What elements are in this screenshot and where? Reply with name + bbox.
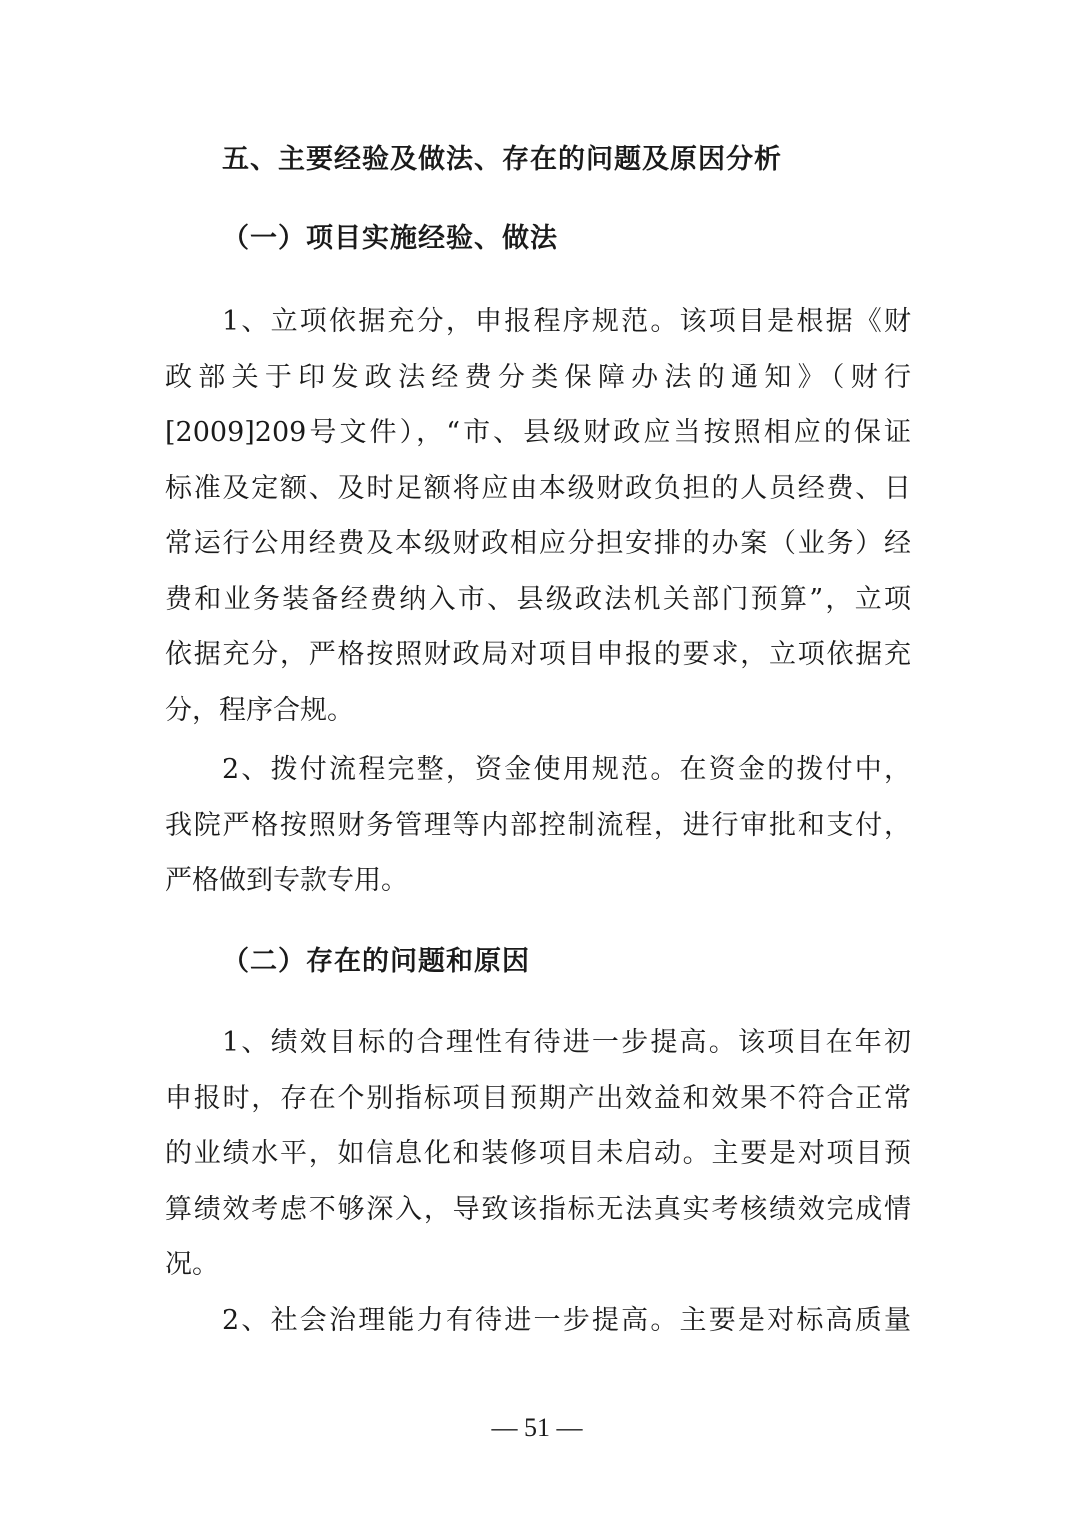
text-line: [2009]209号文件），“市、县级财政应当按照相应的保证 xyxy=(165,417,911,448)
text-line: 算绩效考虑不够深入，导致该指标无法真实考核绩效完成情 xyxy=(165,1193,911,1225)
text-line: 分，程序合规。 xyxy=(165,694,354,726)
text-line: 我院严格按照财务管理等内部控制流程，进行审批和支付， xyxy=(165,809,911,841)
paragraph-fund-allocation xyxy=(165,742,911,909)
paragraph-performance-targets xyxy=(165,1015,911,1293)
paragraph-social-governance xyxy=(165,1293,911,1349)
text-line: 1、立项依据充分，申报程序规范。该项目是根据《财 xyxy=(222,306,911,337)
text-line: 费和业务装备经费纳入市、县级政法机关部门预算”，立项 xyxy=(165,583,911,615)
page-number: — 51 — xyxy=(491,1413,583,1442)
text-line: 2、拨付流程完整，资金使用规范。在资金的拨付中， xyxy=(222,754,911,785)
text-line: 常运行公用经费及本级财政相应分担安排的办案（业务）经 xyxy=(165,528,911,559)
text-line: 标准及定额、及时足额将应由本级财政负担的人员经费、日 xyxy=(165,472,911,504)
text-line: 1、绩效目标的合理性有待进一步提高。该项目在年初 xyxy=(222,1027,911,1058)
text-line: 2、社会治理能力有待进一步提高。主要是对标高质量 xyxy=(222,1305,911,1336)
text-line: 况。 xyxy=(165,1249,219,1280)
text-line: 政部关于印发政法经费分类保障办法的通知》（财行 xyxy=(165,361,911,393)
paragraph-project-basis xyxy=(165,294,911,738)
text-line: 依据充分，严格按照财政局对项目申报的要求，立项依据充 xyxy=(165,639,911,670)
sub-heading-problems: （二）存在的问题和原因 xyxy=(222,946,530,977)
sub-heading-experience: （一）项目实施经验、做法 xyxy=(222,223,558,254)
text-line: 申报时，存在个别指标项目预期产出效益和效果不符合正常 xyxy=(165,1082,911,1114)
text-line: 严格做到专款专用。 xyxy=(165,865,408,896)
section-heading: 五、主要经验及做法、存在的问题及原因分析 xyxy=(222,144,782,175)
text-line: 的业绩水平，如信息化和装修项目未启动。主要是对项目预 xyxy=(165,1138,911,1169)
